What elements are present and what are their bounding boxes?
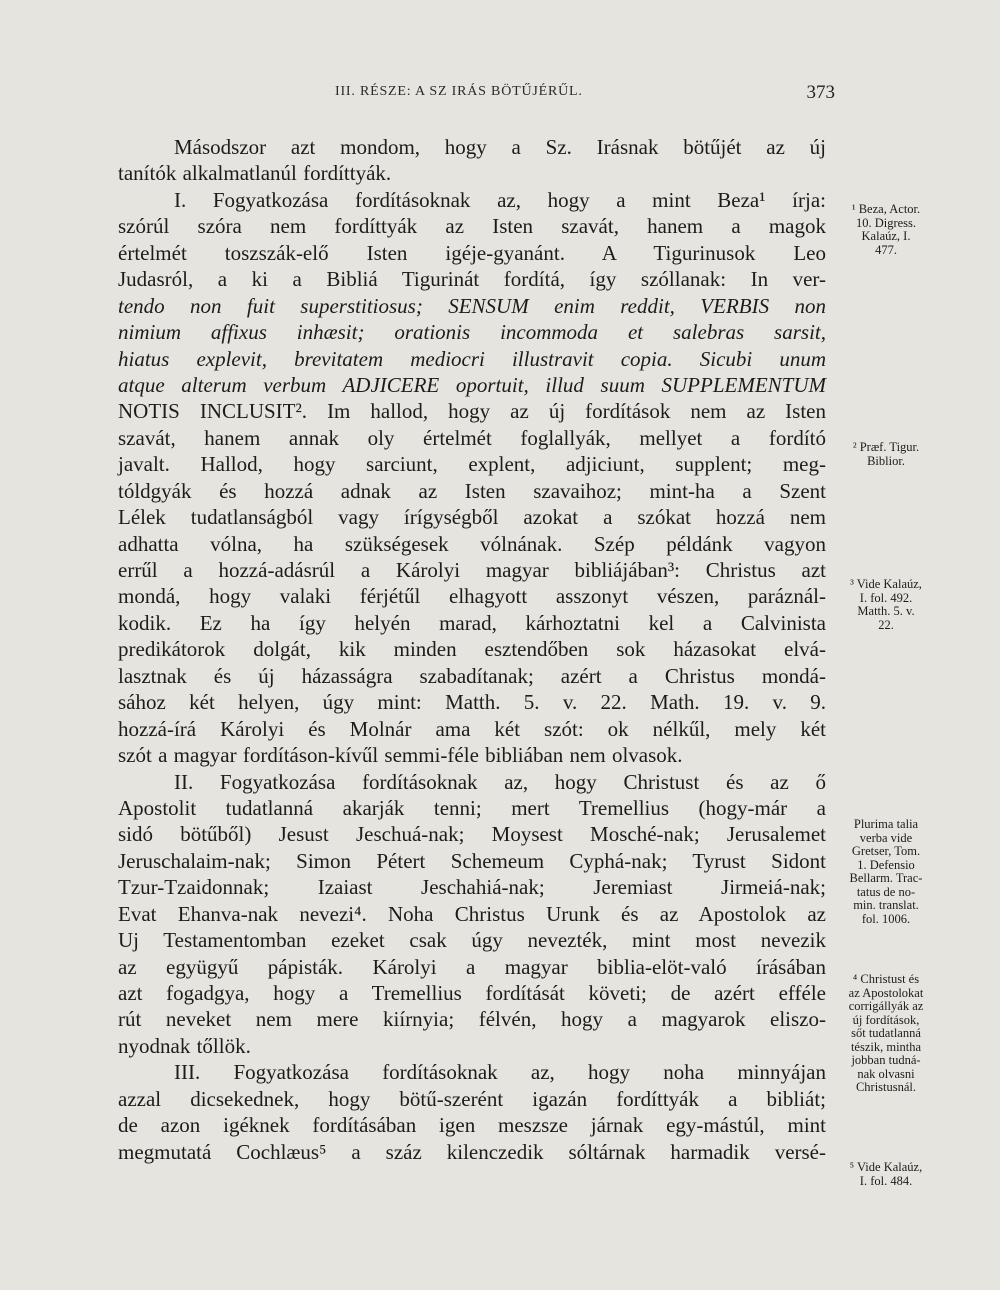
text-line: lasztnak és új házasságra szabadítanak; azért a Christus mondá-	[118, 663, 826, 688]
running-head: III. RÉSZE: A SZ IRÁS BÖTŰJÉRŰL.	[335, 84, 583, 99]
margin-note	[832, 441, 940, 468]
text-line: rút neveket nem mere kiírnyia; félvén, hogy a magyarok eliszo-	[118, 1007, 826, 1032]
margin-note-line: tatus de no-	[856, 884, 916, 899]
margin-note-line: ² Præf. Tigur.	[852, 440, 920, 454]
text-line: az együgyű pápisták. Károlyi a magyar biblia-elöt-való írásában	[118, 954, 826, 979]
text-line: tanítók alkalmatlanúl fordíttyák.	[118, 161, 392, 186]
text-line: hiatus explevit, brevitatem mediocri illustravit copia. Sicubi unum	[118, 346, 826, 371]
margin-note-line: Christusnál.	[855, 1080, 917, 1094]
margin-note-line: Matth. 5. v.	[857, 604, 915, 618]
text-line: tendo non fuit superstitiosus; SENSUM enim reddit, VERBIS non	[118, 293, 826, 318]
margin-note-line: sőt tudatlanná	[851, 1026, 921, 1040]
margin-note-line: jobban tudná-	[851, 1053, 921, 1067]
text-line: azt fogadgya, hogy a Tremellius fordítását követi; de azért efféle	[118, 981, 826, 1005]
page-number: 373	[806, 82, 835, 103]
margin-note	[832, 578, 940, 632]
text-line: tóldgyák és hozzá adnak az Isten szavaihoz; mint-ha a Szent	[118, 478, 826, 503]
text-line: Tzur-Tzaidonnak; Izaiast Jeschahiá-nak; Jeremiast Jirmeiá-nak;	[118, 875, 826, 900]
main-text-block	[118, 134, 826, 1165]
text-line: javalt. Hallod, hogy sarciunt, explent, adjiciunt, supplent; meg-	[118, 452, 826, 477]
text-line: atque alterum verbum ADJICERE oportuit, illud suum SUPPLEMENTUM	[118, 372, 826, 397]
text-line: I. Fogyatkozása fordításoknak az, hogy a mint Beza¹ írja:	[174, 187, 826, 212]
margin-note-line: verba vide	[859, 830, 913, 845]
text-line: Evat Ehanva-nak nevezi⁴. Noha Christus Urunk és az Apostolok az	[118, 901, 826, 926]
text-line: III. Fogyatkozása fordításoknak az, hogy noha minnyájan	[174, 1060, 826, 1085]
text-line: Másodszor azt mondom, hogy a Sz. Irásnak bötűjét az új	[174, 135, 826, 159]
text-line: Jeruschalaim-nak; Simon Pétert Schemeum Cyphá-nak; Tyrust Sidont	[118, 848, 826, 873]
margin-note-line: ¹ Beza, Actor.	[851, 202, 921, 216]
margin-note-line: új fordítások,	[852, 1012, 920, 1027]
text-line: azzal dicsekednek, hogy bötű-szerént igazán fordíttyák a bibliát;	[118, 1086, 826, 1111]
margin-note-line: Kalaúz, I.	[861, 229, 911, 243]
text-line: szót a magyar fordításon-kívűl semmi-féle bibliában nem olvasok.	[118, 743, 683, 768]
margin-note-line: ³ Vide Kalaúz,	[850, 577, 922, 591]
text-line: kodik. Ez ha így helyén marad, kárhoztatni kel a Calvinista	[118, 610, 826, 635]
margin-note-line: nak olvasni	[857, 1066, 915, 1081]
margin-note-line: tészik, mintha	[850, 1039, 922, 1054]
text-line: NOTIS INCLUSIT². Im hallod, hogy az új fordítások nem az Isten	[118, 399, 826, 424]
text-line: Lélek tudatlanságból vagy írígységből azokat a szókat hozzá nem	[118, 505, 826, 530]
text-line: Uj Testamentomban ezeket csak úgy nevezték, mint most nevezik	[118, 928, 826, 953]
text-line: Judasról, a ki a Bibliá Tigurinát fordítá, így szóllanak: In ver-	[118, 267, 826, 292]
margin-note-line: fol. 1006.	[861, 911, 911, 926]
margin-note	[832, 203, 940, 257]
text-line: szórúl szóra nem fordíttyák az Isten szavát, hanem a magok	[118, 214, 826, 239]
margin-note	[832, 973, 940, 1095]
margin-note-line: min. translat.	[853, 898, 919, 912]
text-line: megmutatá Cochlæus⁵ a száz kilenczedik sóltárnak harmadik versé-	[118, 1139, 826, 1164]
margin-note-line: Bellarm. Trac-	[849, 871, 923, 885]
text-line: sidó bötűből) Jesust Jeschuá-nak; Moysest Mosché-nak; Jerusalemet	[118, 822, 826, 847]
margin-note-line: 1. Defensio	[857, 857, 915, 872]
text-line: II. Fogyatkozása fordításoknak az, hogy Christust és az ő	[174, 769, 826, 794]
margin-note-line: Gretser, Tom.	[851, 844, 921, 858]
text-line: szavát, hanem annak oly értelmét foglallyák, mellyet a fordító	[118, 425, 826, 450]
text-line: nimium affixus inhæsit; orationis incommoda et salebras sarsit,	[118, 320, 826, 345]
text-line: értelmét toszszák-elő Isten igéje-gyanánt. A Tigurinusok Leo	[118, 240, 826, 265]
margin-note	[832, 818, 940, 926]
text-line: errűl a hozzá-adásrúl a Károlyi magyar bibliájában³: Christus azt	[118, 558, 826, 582]
margin-note-line: ⁵ Vide Kalaúz,	[849, 1160, 923, 1174]
margin-note-line: 477.	[875, 242, 897, 257]
margin-note-line: az Apostolokat	[848, 985, 924, 1000]
margin-note-line: 22.	[878, 617, 894, 632]
text-line: de azon igéknek fordításában igen meszsze járnak egy-mástúl, mint	[118, 1113, 826, 1138]
text-line: adhatta vólna, ha szükségesek vólnának. Szép példánk vagyon	[118, 531, 826, 556]
text-line: nyodnak tőllök.	[118, 1033, 251, 1058]
text-line: predikátorok dolgát, kik minden esztendőben sok házasokat elvá-	[118, 637, 826, 662]
margin-note-line: ⁴ Christust és	[852, 972, 920, 986]
text-line: Apostolit tudatlanná akarják tenni; mert Tremellius (hogy-már a	[118, 795, 826, 820]
margin-note-line: I. fol. 492.	[859, 590, 913, 605]
margin-note-line: corrigállyák az	[848, 999, 924, 1013]
text-line: sához két helyen, úgy mint: Matth. 5. v. 22. Math. 19. v. 9.	[118, 690, 826, 715]
text-line: mondá, hogy valaki férjétűl elhagyott asszonyt vészen, paráznál-	[118, 584, 826, 609]
margin-note-line: Plurima talia	[853, 817, 919, 831]
margin-note-line: I. fol. 484.	[859, 1173, 913, 1188]
margin-note-line: 10. Digress.	[855, 215, 917, 230]
page-header	[335, 82, 835, 106]
margin-note-line: Biblior.	[867, 453, 905, 468]
margin-note	[832, 1161, 940, 1188]
text-line: hozzá-írá Károlyi és Molnár ama két szót: ok nélkűl, mely két	[118, 716, 826, 741]
